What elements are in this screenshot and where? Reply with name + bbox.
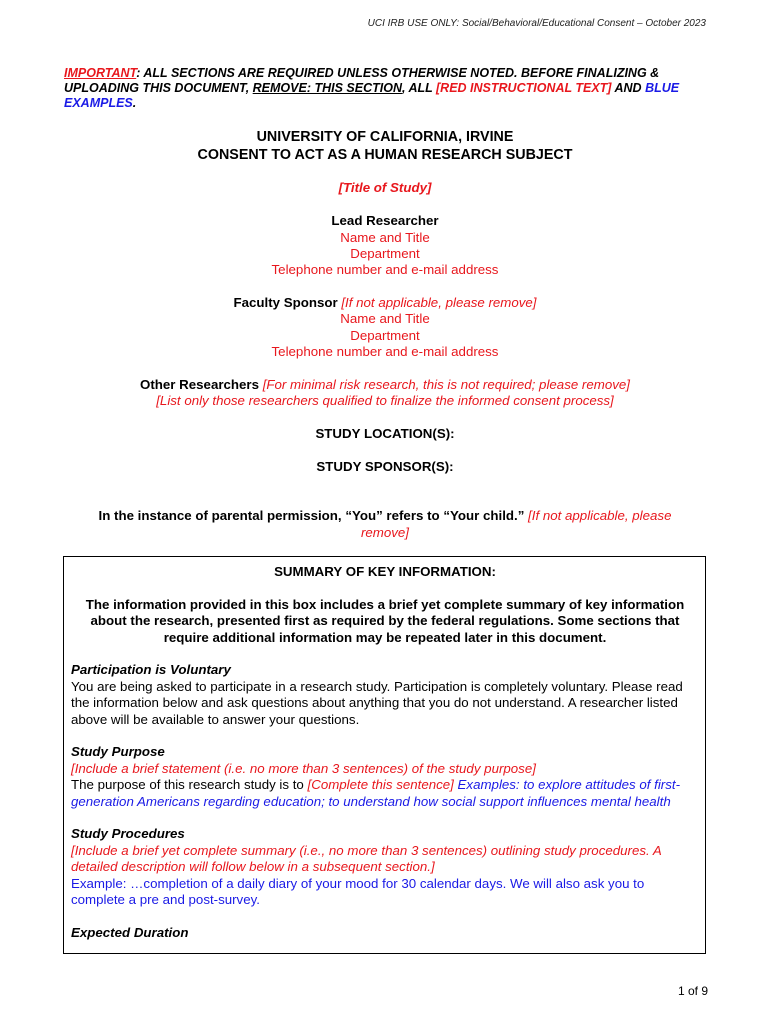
- parental-text: In the instance of parental permission, “You” refers to “Your child.”: [98, 508, 525, 523]
- other-researchers-note-2: [List only those researchers qualified to finalize the informed consent process]: [156, 393, 614, 408]
- lead-researcher-heading: Lead Researcher: [331, 213, 439, 228]
- important-blue-text: BLUE EXAMPLES: [64, 81, 680, 110]
- important-text-4: .: [132, 96, 137, 110]
- important-red-text: [RED INSTRUCTIONAL TEXT]: [436, 81, 612, 95]
- purpose-text: The purpose of this research study is to: [71, 777, 308, 792]
- lead-department: Department: [350, 246, 420, 261]
- faculty-sponsor-note: [If not applicable, please remove]: [337, 295, 537, 310]
- purpose-paragraph: [71, 777, 699, 810]
- faculty-sponsor-line: [64, 295, 706, 312]
- other-researchers-note: [For minimal risk research, this is not required; please remove]: [259, 377, 630, 392]
- faculty-department: Department: [350, 328, 420, 343]
- purpose-complete-sentence: [Complete this sentence]: [307, 777, 454, 792]
- important-label: IMPORTANT: [64, 66, 137, 80]
- key-information-box: [63, 556, 706, 954]
- duration-title: Expected Duration: [71, 924, 189, 940]
- faculty-sponsor-heading: Faculty Sponsor: [233, 295, 338, 310]
- key-information-content: [71, 557, 699, 941]
- important-colon: :: [136, 66, 141, 80]
- study-title: [Title of Study]: [338, 180, 432, 195]
- study-location: STUDY LOCATION(S):: [315, 426, 455, 441]
- purpose-examples: Examples: to explore attitudes of first-generation Americans regarding education; to understand how social support influences mental health: [71, 777, 681, 809]
- important-text-3: AND: [611, 81, 646, 95]
- important-remove: REMOVE: THIS SECTION: [252, 81, 402, 95]
- procedures-title: Study Procedures: [71, 826, 185, 841]
- faculty-contact: Telephone number and e-mail address: [271, 344, 499, 359]
- parental-permission: [80, 508, 690, 541]
- procedures-example: Example: …completion of a daily diary of your mood for 30 calendar days. We will also ask you to complete a pre and post-survey.: [71, 875, 645, 907]
- other-researchers-line: [64, 377, 706, 394]
- document-title: [64, 128, 706, 164]
- important-text-2: , ALL: [401, 81, 437, 95]
- title-line-2: CONSENT TO ACT AS A HUMAN RESEARCH SUBJECT: [197, 147, 573, 163]
- lead-name: Name and Title: [340, 230, 430, 245]
- lead-contact: Telephone number and e-mail address: [271, 262, 499, 277]
- page-number: 1 of 9: [677, 984, 708, 998]
- parental-note: [If not applicable, please remove]: [360, 508, 672, 540]
- summary-intro: The information provided in this box includes a brief yet complete summary of key information about the research, presented first as required by the federal regulations. Some sections that require additional information may be repeated later in this document.: [85, 596, 685, 645]
- voluntary-title: Participation is Voluntary: [71, 662, 231, 677]
- procedures-instruction: [Include a brief yet complete summary (i.e., no more than 3 sentences) outlining study procedures. A detailed description will follow below in a subsequent section.]: [71, 842, 662, 874]
- section-voluntary: [71, 662, 699, 728]
- summary-heading: SUMMARY OF KEY INFORMATION:: [274, 564, 496, 579]
- section-purpose: [71, 744, 699, 810]
- title-line-1: UNIVERSITY OF CALIFORNIA, IRVINE: [256, 129, 514, 145]
- important-text-1: ALL SECTIONS ARE REQUIRED UNLESS OTHERWISE NOTED. BEFORE FINALIZING & UPLOADING THIS DOCUMENT,: [64, 66, 660, 95]
- section-procedures: [71, 826, 699, 909]
- voluntary-text: You are being asked to participate in a research study. Participation is completely voluntary. Please read the information below and ask questions about anything that you do not understand. A researcher listed above will be available to answer your questions.: [71, 678, 683, 727]
- purpose-title: Study Purpose: [71, 744, 165, 759]
- page-header: UCI IRB USE ONLY: Social/Behavioral/Educational Consent – October 2023: [367, 18, 706, 29]
- study-sponsor: STUDY SPONSOR(S):: [316, 459, 454, 474]
- faculty-name: Name and Title: [340, 311, 430, 326]
- important-notice: [64, 66, 704, 111]
- other-researchers-heading: Other Researchers: [140, 377, 259, 392]
- section-duration: [71, 925, 699, 942]
- purpose-instruction: [Include a brief statement (i.e. no more than 3 sentences) of the study purpose]: [71, 760, 536, 776]
